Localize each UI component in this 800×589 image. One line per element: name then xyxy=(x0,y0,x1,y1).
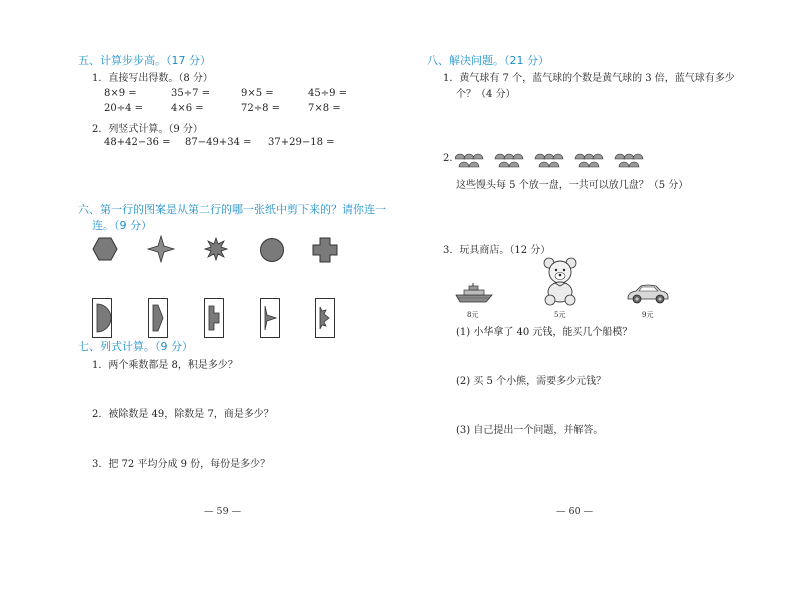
vertical-calc-item: 48+42−36 = xyxy=(104,137,171,148)
s7-question-3: 3．把 72 平均分成 9 份，每份是多少？ xyxy=(92,459,271,470)
steamed-bun-icon xyxy=(464,154,474,159)
arith-item: 20÷4 = xyxy=(104,103,144,114)
s8-question-2: 这些馒头每 5 个放一盘，一共可以放几盘？（5 分） xyxy=(456,180,689,191)
steamed-bun-icon xyxy=(624,154,634,159)
s8-question-1-cont: 个？（4 分） xyxy=(456,89,516,100)
s8-q3-sub-1: (1) 小华拿了 40 元钱，能买几个船模？ xyxy=(456,327,633,338)
steamed-bun-icon xyxy=(544,154,554,159)
section-7-title: 七、列式计算。（9 分） xyxy=(78,340,193,353)
steamed-bun-icon xyxy=(579,162,589,167)
teddy-bear-icon xyxy=(540,256,580,306)
steamed-bun-icon xyxy=(615,154,625,159)
steamed-bun-icon xyxy=(469,162,479,167)
section-6-title-cont: 连。（9 分） xyxy=(92,219,152,232)
steamed-bun-icon xyxy=(633,154,643,159)
page-number-right: — 60 — xyxy=(556,506,594,517)
bun-group xyxy=(575,154,603,167)
ship-price: 8元 xyxy=(467,311,479,319)
steamed-bun-icon xyxy=(629,162,639,167)
cut-paper-half-burst[interactable] xyxy=(315,298,335,338)
steamed-bun-icon xyxy=(495,154,505,159)
steamed-bun-icon xyxy=(593,154,603,159)
vertical-calc-item: 87−49+34 = xyxy=(185,137,252,148)
section-6-title: 六、第一行的图案是从第二行的哪一张纸中剪下来的？请你连一 xyxy=(78,203,386,216)
steamed-bun-icon xyxy=(455,154,465,159)
four-point-star-icon[interactable] xyxy=(147,235,175,263)
s5-question-1: 1．直接写出得数。（8 分） xyxy=(92,73,213,84)
s8-question-1: 1．黄气球有 7 个，蓝气球的个数是黄气球的 3 倍，蓝气球有多少 xyxy=(443,73,735,84)
steamed-bun-icon xyxy=(539,162,549,167)
bun-group xyxy=(495,154,523,167)
arith-item: 7×8 = xyxy=(308,103,341,114)
arith-item: 45÷9 = xyxy=(308,88,348,99)
steamed-bun-icon xyxy=(513,154,523,159)
s8-q3-sub-2: (2) 买 5 个小熊，需要多少元钱？ xyxy=(456,376,607,387)
toy-car-icon xyxy=(626,283,670,305)
cut-paper-half-cross[interactable] xyxy=(204,298,224,338)
bear-price: 5元 xyxy=(554,311,566,319)
steamed-bun-icon xyxy=(459,162,469,167)
vertical-calc-item: 37+29−18 = xyxy=(268,137,335,148)
s8-q3-sub-3: (3) 自己提出一个问题，并解答。 xyxy=(456,425,604,436)
steamed-bun-icon xyxy=(549,162,559,167)
steamed-bun-icon xyxy=(553,154,563,159)
arith-item: 8×9 = xyxy=(104,88,137,99)
steamed-bun-icon xyxy=(504,154,514,159)
steamed-bun-icon xyxy=(509,162,519,167)
s8-question-3: 3．玩具商店。（12 分） xyxy=(443,245,551,256)
star-burst-icon[interactable] xyxy=(204,237,228,261)
circle-icon[interactable] xyxy=(259,237,285,263)
cross-icon[interactable] xyxy=(312,237,338,263)
s7-question-1: 1．两个乘数都是 8，积是多少？ xyxy=(92,360,238,371)
steamed-bun-icon xyxy=(499,162,509,167)
page-number-left: — 59 — xyxy=(204,506,242,517)
steamed-bun-icon xyxy=(473,154,483,159)
bun-group xyxy=(535,154,563,167)
car-price: 9元 xyxy=(642,311,654,319)
arith-item: 9×5 = xyxy=(241,88,274,99)
steamed-buns-group xyxy=(455,150,655,170)
s7-question-2: 2．被除数是 49，除数是 7，商是多少？ xyxy=(92,409,274,420)
bun-group xyxy=(455,154,483,167)
steamed-bun-icon xyxy=(575,154,585,159)
cut-paper-half-hexagon[interactable] xyxy=(148,298,168,338)
arith-item: 35÷7 = xyxy=(171,88,211,99)
s5-question-2: 2．列竖式计算。（9 分） xyxy=(92,124,203,135)
cut-paper-half-star[interactable] xyxy=(260,298,280,338)
cut-paper-semicircle[interactable] xyxy=(92,298,112,338)
ship-icon xyxy=(455,282,495,304)
steamed-bun-icon xyxy=(619,162,629,167)
hexagon-icon[interactable] xyxy=(92,237,118,261)
steamed-bun-icon xyxy=(535,154,545,159)
arith-item: 72÷8 = xyxy=(241,103,281,114)
s8-question-2-number: 2. xyxy=(443,153,453,164)
arith-item: 4×6 = xyxy=(171,103,204,114)
steamed-bun-icon xyxy=(589,162,599,167)
section-5-title: 五、计算步步高。（17 分） xyxy=(78,54,211,67)
steamed-bun-icon xyxy=(584,154,594,159)
bun-group xyxy=(615,154,643,167)
section-8-title: 八、解决问题。（21 分） xyxy=(427,54,549,67)
